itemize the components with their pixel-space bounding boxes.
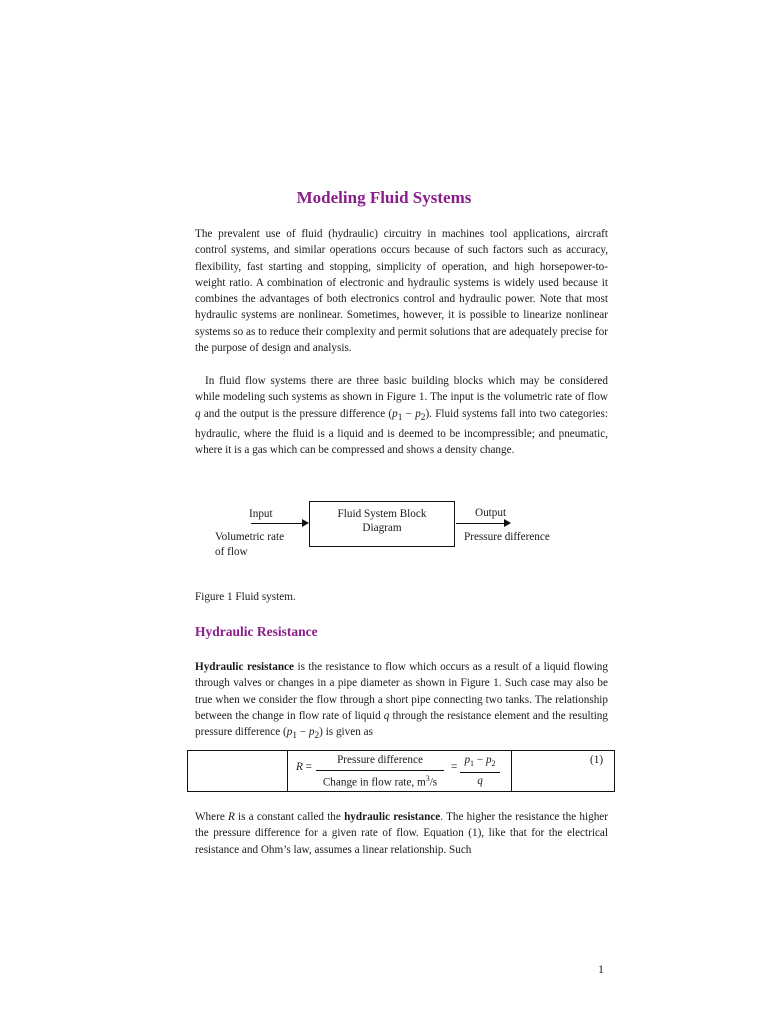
closing-paragraph: Where R is a constant called the hydraulic resistance. The higher the resistance the higher the pressure difference for a given rate of flow. Equation (1), like that for the electrical resistance and Ohm’s law, assumes a linear relationship. Such xyxy=(195,811,608,856)
fraction-2-numerator: $p_1 - p_2$ xyxy=(464,754,496,769)
equation-fraction-2 xyxy=(460,753,500,788)
output-arrow-line xyxy=(456,523,504,524)
input-arrow-line xyxy=(251,523,302,524)
section-heading: Hydraulic Resistance xyxy=(195,624,318,639)
fraction-2-bar xyxy=(460,772,500,773)
input-arrowhead-icon xyxy=(302,519,309,527)
equation-number: (1) xyxy=(590,754,604,766)
diagram-output-desc: Pressure difference xyxy=(464,531,550,543)
block-label-line-1: Fluid System Block xyxy=(337,508,427,520)
block-label-line-2: Diagram xyxy=(362,522,402,534)
figure-caption: Figure 1 Fluid system. xyxy=(195,591,296,603)
fraction-1-denominator: Change in flow rate, $m^3/s$ xyxy=(322,774,438,789)
diagram-input-desc-1: Volumetric rate xyxy=(215,531,285,543)
diagram-output-label: Output xyxy=(475,507,507,519)
fraction-2-denominator: q xyxy=(477,775,483,788)
fluid-system-block xyxy=(309,501,455,547)
document-title: Modeling Fluid Systems xyxy=(296,188,472,207)
fraction-1-bar xyxy=(316,770,444,771)
intro-paragraph: The prevalent use of fluid (hydraulic) circuitry in machines tool applications, aircraft control systems, and similar operations occurs because of such factors such as accuracy, flexibility, fast starting and stopping, simplicity of operation, and high horsepower-to-weight ratio. A combination of electronic and hydraulic systems is widely used because it combines the advantages of both electronics control and hydraulic power. Note that most hydraulic systems are nonlinear. Sometimes, however, it is possible to linearize nonlinear systems so as to reduce their complexity and permit solutions that are adequately precise for the purpose of design and analysis. xyxy=(195,228,608,355)
fraction-1-numerator: Pressure difference xyxy=(337,754,423,766)
equation-table-divider-left xyxy=(287,751,288,791)
building-blocks-paragraph: In fluid flow systems there are three basic building blocks which may be considered while modeling such systems as shown in Figure 1. The input is the volumetric rate of flow q and the output is the pressure difference $(p_1 - p_2)$. Fluid systems fall into two categories: hydraulic, where the fluid is a liquid and is deemed to be incompressible; and pneumatic, where it is a gas which can be compressed and shows a density change. xyxy=(195,375,608,457)
equation-lhs: R = xyxy=(296,761,312,773)
equation-fraction-1 xyxy=(316,753,444,790)
equation-equals: = xyxy=(451,761,458,773)
diagram-input-label: Input xyxy=(249,508,273,520)
diagram-input-desc-2: of flow xyxy=(215,546,248,558)
output-arrowhead-icon xyxy=(504,519,511,527)
page-number: 1 xyxy=(598,962,604,976)
equation-table-divider-right xyxy=(511,751,512,791)
equation-table xyxy=(187,750,615,792)
hydraulic-resistance-paragraph: Hydraulic resistance is the resistance to flow which occurs as a result of a liquid flowing through valves or changes in a pipe diameter as shown in Figure 1. Such case may also be true when we consider the flow through a short pipe connecting two tanks. The relationship between the change in flow rate of liquid q through the resistance element and the resulting pressure difference $(p_1 - p_2)$ is given as xyxy=(195,661,608,742)
